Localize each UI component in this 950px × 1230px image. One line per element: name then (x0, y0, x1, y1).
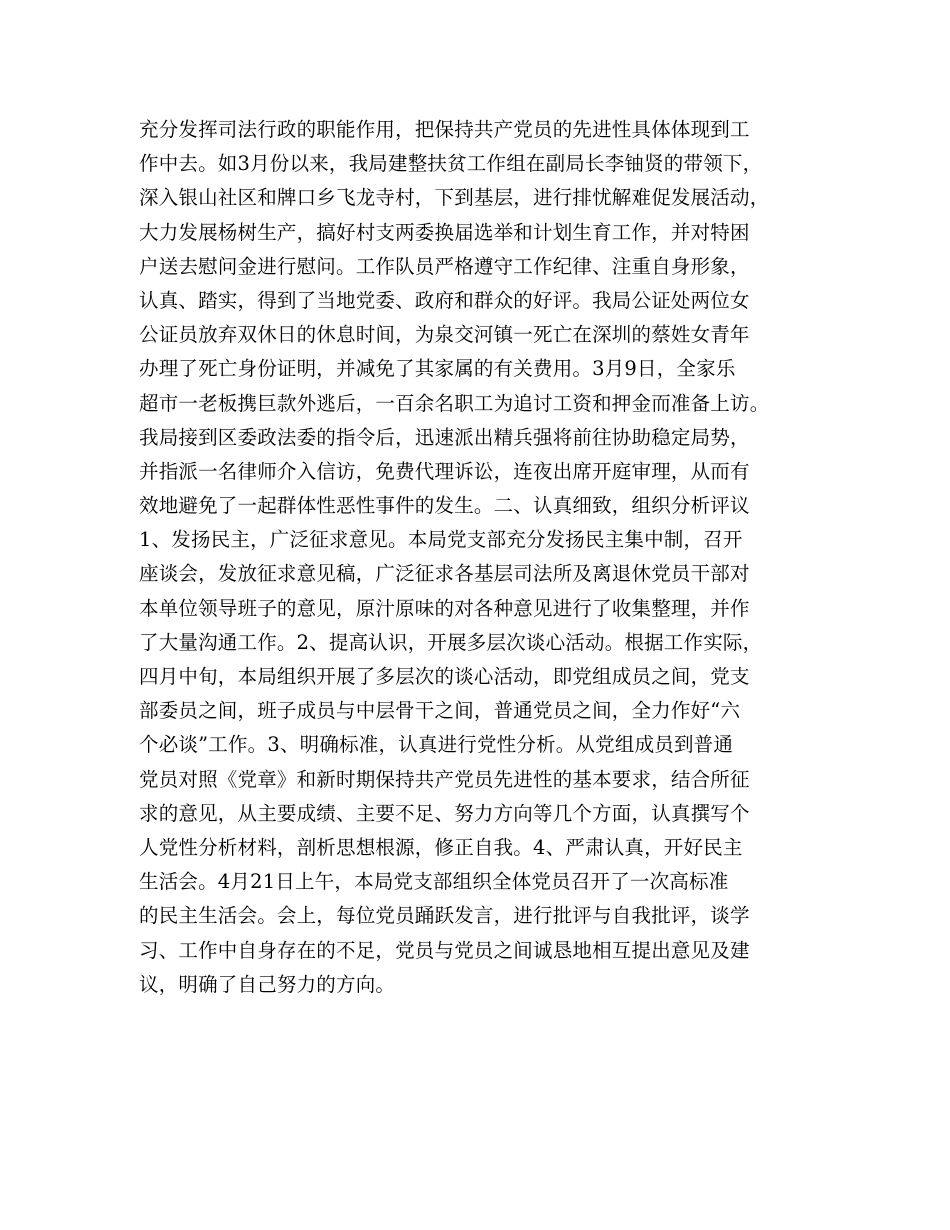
text-line: 部委员之间，班子成员与中层骨干之间，普通党员之间，全力作好“六 (139, 699, 741, 723)
text-line: 议，明确了自己努力的方向。 (139, 972, 396, 996)
text-line: 充分发挥司法行政的职能作用，把保持共产党员的先进性具体体现到工 (139, 118, 750, 141)
text-line: 生活会。4月21日上午，本局党支部组织全体党员召开了一次高标准 (139, 870, 729, 894)
text-line: 大力发展杨树生产，搞好村支两委换届选举和计划生育工作，并对特困 (139, 220, 750, 244)
text-line: 认真、踏实，得到了当地党委、政府和群众的好评。我局公证处两位女 (139, 288, 750, 312)
text-line: 并指派一名律师介入信访，免费代理诉讼，连夜出席开庭审理，从而有 (139, 459, 750, 483)
text-line: 办理了死亡身份证明，并减免了其家属的有关费用。3月9日，全家乐 (139, 357, 736, 381)
text-line: 深入银山社区和牌口乡飞龙寺村，下到基层，进行排忧解难促发展活动， (139, 186, 770, 210)
text-line: 超市一老板携巨款外逃后，一百余名职工为追讨工资和押金而准备上访。 (139, 391, 770, 415)
text-line: 本单位领导班子的意见，原汁原味的对各种意见进行了收集整理，并作 (139, 596, 750, 620)
text-line: 四月中旬，本局组织开展了多层次的谈心活动，即党组成员之间，党支 (139, 665, 750, 688)
text-line: 户送去慰问金进行慰问。工作队员严格遵守工作纪律、注重自身形象， (139, 254, 750, 278)
text-line: 的民主生活会。会上，每位党员踊跃发言，进行批评与自我批评，谈学 (139, 904, 750, 928)
text-line: 个必谈”工作。3、明确标准，认真进行党性分析。从党组成员到普通 (139, 733, 734, 757)
text-line: 人党性分析材料，剖析思想根源，修正自我。4、严肃认真，开好民主 (139, 835, 743, 859)
text-line: 1、发扬民主，广泛征求意见。本局党支部充分发扬民主集中制，召开 (139, 528, 743, 552)
text-line: 了大量沟通工作。2、提高认识，开展多层次谈心活动。根据工作实际， (139, 630, 763, 654)
text-line: 座谈会，发放征求意见稿，广泛征求各基层司法所及离退休党员干部对 (139, 562, 750, 586)
text-line: 我局接到区委政法委的指令后，迅速派出精兵强将前往协助稳定局势， (139, 425, 750, 449)
text-line: 作中去。如3月份以来，我局建整扶贫工作组在副局长李铀贤的带领下， (139, 152, 763, 176)
body-text (139, 113, 839, 1002)
text-line: 效地避免了一起群体性恶性事件的发生。二、认真细致，组织分析评议 (139, 494, 750, 518)
text-line: 习、工作中自身存在的不足，党员与党员之间诚恳地相互提出意见及建 (139, 938, 750, 962)
text-line: 求的意见，从主要成绩、主要不足、努力方向等几个方面，认真撰写个 (139, 801, 750, 825)
text-line: 公证员放弃双休日的休息时间，为泉交河镇一死亡在深圳的蔡姓女青年 (139, 323, 750, 347)
text-line: 党员对照《党章》和新时期保持共产党员先进性的基本要求，结合所征 (139, 767, 750, 791)
